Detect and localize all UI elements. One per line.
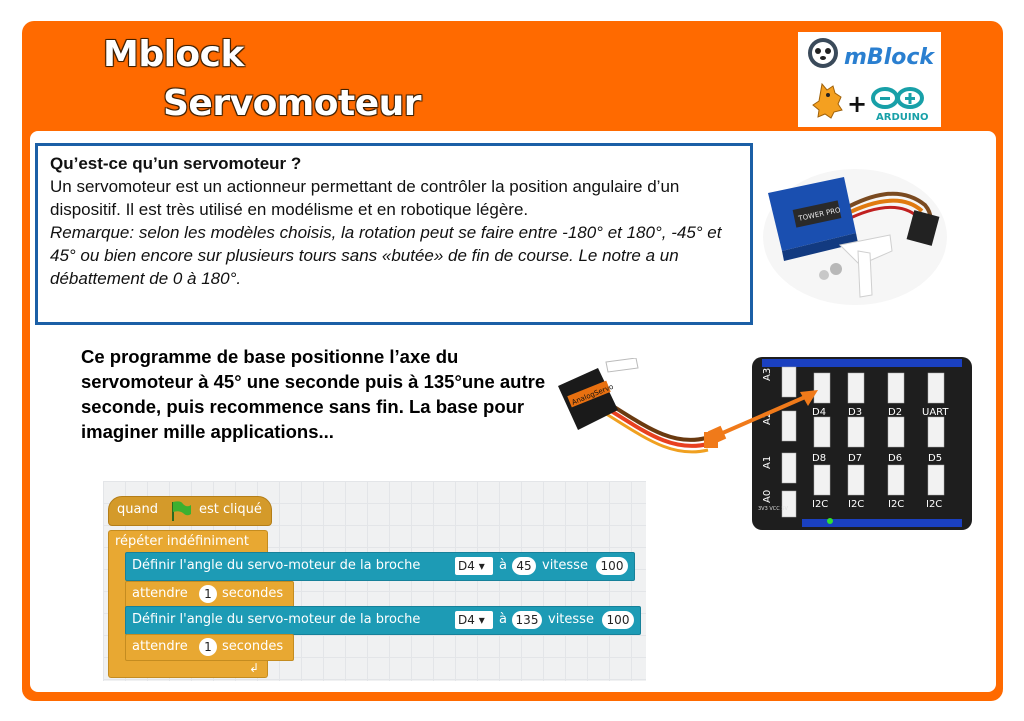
port-d7: D7 — [848, 453, 863, 464]
label-a1: A1 — [762, 455, 773, 469]
servo-photo — [760, 165, 950, 305]
port-d8: D8 — [812, 453, 827, 464]
servo-label: AnalogServo — [570, 382, 615, 407]
repeat-forever-end — [108, 660, 268, 678]
connection-arrow — [700, 380, 840, 450]
loop-arrow-icon: ↲ — [249, 661, 260, 675]
label-a3: A3 — [762, 367, 773, 381]
port-d4: D4 — [812, 407, 827, 418]
info-box — [35, 143, 753, 325]
info-body: Un servomoteur est un actionneur permettant de contrôler la position angulaire d’un dispositif. Il est très utilisé en modélisme et en robotique légère. — [50, 177, 680, 219]
wait-2-input[interactable]: 1 — [199, 638, 217, 656]
servo-block-1-label: Définir l'angle du servo-moteur de la broche — [132, 558, 421, 573]
label-a2: A2 — [762, 411, 773, 425]
title-line1: Mblock — [103, 34, 244, 75]
title-line2: Servomoteur — [163, 83, 422, 124]
label-a0: A0 — [762, 489, 773, 503]
board-voltage-label: 3V3 VCC 5V — [758, 506, 788, 512]
servo-block-1-speed-label: vitesse — [542, 558, 588, 573]
angle-input-2[interactable]: 135 — [512, 611, 542, 629]
servo-block-2-a: à — [499, 612, 507, 627]
wait-1-label: attendre — [132, 586, 188, 601]
speed-input-2[interactable]: 100 — [602, 611, 634, 629]
wait-1-input[interactable]: 1 — [199, 585, 217, 603]
servo-block-2-speed-label: vitesse — [548, 612, 594, 627]
mblock-arduino-logo — [798, 32, 941, 127]
repeat-label: répéter indéfiniment — [115, 534, 250, 549]
arduino-logo-text: ARDUINO — [876, 112, 929, 123]
port-d3: D3 — [848, 407, 863, 418]
port-i2c-3: I2C — [888, 499, 905, 510]
hat-clicked-label: est cliqué — [199, 502, 262, 517]
wait-seconds-block-1[interactable] — [125, 581, 294, 608]
info-remark: Remarque: selon les modèles choisis, la rotation peut se faire entre -180° et 180°, -45° et 45° ou bien encore sur plusieurs tours sans «butée» de fin de course. Le notre a un débattement de 0 à 180°. — [50, 223, 722, 288]
servo-block-1-a: à — [499, 558, 507, 573]
port-uart: UART — [922, 407, 949, 418]
svg-text:TOWER PRO: TOWER PRO — [797, 206, 842, 223]
port-i2c-2: I2C — [848, 499, 865, 510]
speed-input-1[interactable]: 100 — [596, 557, 628, 575]
set-servo-angle-block-1[interactable] — [125, 552, 635, 581]
wait-2-unit: secondes — [222, 639, 284, 654]
wait-seconds-block-2[interactable] — [125, 634, 294, 661]
port-i2c-1: I2C — [812, 499, 829, 510]
program-description: Ce programme de base positionne l’axe du servomoteur à 45° une seconde puis à 135°une autre seconde, puis recommence sans fin. La base pour imaginer mille applications... — [81, 346, 546, 442]
repeat-forever-block[interactable] — [108, 530, 268, 553]
mblock-logo-text: mBlock — [844, 45, 935, 70]
plus-sign: + — [847, 90, 868, 118]
port-d2: D2 — [888, 407, 903, 418]
port-d6: D6 — [888, 453, 903, 464]
green-flag-icon — [169, 500, 193, 526]
wait-2-label: attendre — [132, 639, 188, 654]
servo-block-2-label: Définir l'angle du servo-moteur de la broche — [132, 612, 421, 627]
hat-when-label: quand — [117, 502, 158, 517]
pin-dropdown-1[interactable]: D4 ▾ — [455, 557, 493, 575]
info-question: Qu’est-ce qu’un servomoteur ? — [50, 154, 302, 173]
set-servo-angle-block-2[interactable] — [125, 606, 641, 635]
wait-1-unit: secondes — [222, 586, 284, 601]
when-flag-clicked-block[interactable] — [108, 496, 272, 526]
pin-dropdown-2[interactable]: D4 ▾ — [455, 611, 493, 629]
port-d5: D5 — [928, 453, 943, 464]
angle-input-1[interactable]: 45 — [512, 557, 536, 575]
port-i2c-4: I2C — [926, 499, 943, 510]
